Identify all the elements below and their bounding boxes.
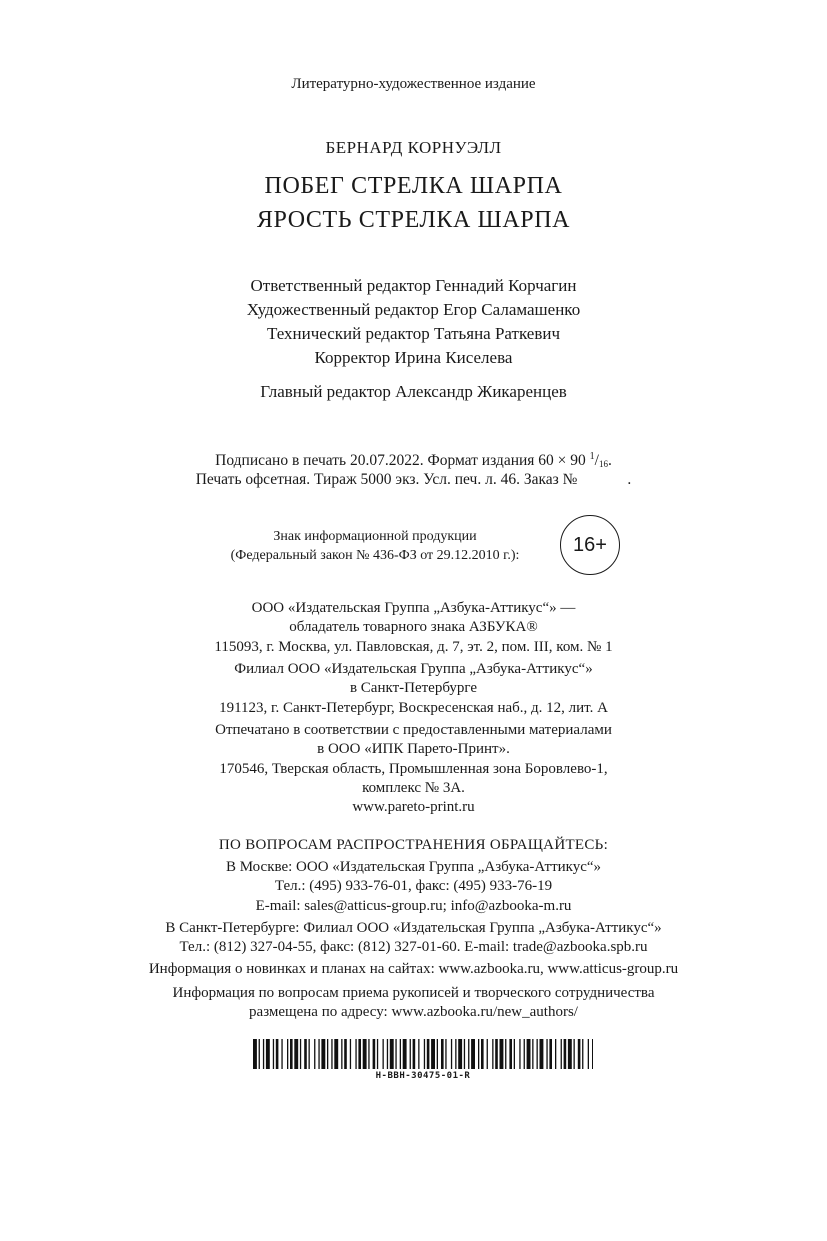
- staff-line: Художественный редактор Егор Саламашенко: [246, 300, 581, 319]
- publisher-line: ООО «Издательская Группа „Азбука-Аттикус“» —: [251, 600, 576, 616]
- line-end: .: [607, 452, 612, 469]
- genre-line: Литературно-художественное издание: [291, 76, 536, 92]
- distribution-line: E-mail: sales@atticus-group.ru; info@azbooka-m.ru: [255, 898, 572, 914]
- publisher-line: обладатель товарного знака АЗБУКА®: [289, 619, 538, 635]
- printer-line: Отпечатано в соответствии с предоставленными материалами: [215, 722, 612, 738]
- book-title-1: ПОБЕГ СТРЕЛКА ШАРПА: [264, 173, 563, 199]
- staff-line: Ответственный редактор Геннадий Корчагин: [250, 276, 577, 295]
- printer-line: 170546, Тверская область, Промышленная зона Боровлево-1,: [219, 761, 608, 777]
- printer-line: в ООО «ИПК Парето-Принт».: [317, 741, 510, 757]
- barcode: [253, 1039, 593, 1069]
- manuscripts-line: размещена по адресу: www.azbooka.ru/new_authors/: [249, 1004, 578, 1020]
- distribution-heading: ПО ВОПРОСАМ РАСПРОСТРАНЕНИЯ ОБРАЩАЙТЕСЬ:: [218, 837, 609, 853]
- printer-line: комплекс № 3А.: [362, 780, 465, 796]
- distribution-line: В Санкт-Петербурге: Филиал ООО «Издательская Группа „Азбука-Аттикус“»: [165, 920, 662, 936]
- chief-editor-line: Главный редактор Александр Жикаренцев: [260, 382, 567, 401]
- staff-line: Технический редактор Татьяна Раткевич: [266, 324, 561, 343]
- print-info-line-1: [0, 451, 827, 470]
- distribution-line: Тел.: (812) 327-04-55, факс: (812) 327-01-60. E-mail: trade@azbooka.spb.ru: [179, 939, 648, 955]
- publisher-line: в Санкт-Петербурге: [349, 680, 478, 696]
- author-name: БЕРНАРД КОРНУЭЛЛ: [325, 138, 502, 157]
- publisher-line: Филиал ООО «Издательская Группа „Азбука-Аттикус“»: [234, 661, 593, 677]
- age-rating-badge: 16+: [560, 515, 620, 575]
- staff-line: Корректор Ирина Киселева: [314, 348, 513, 367]
- fraction-numerator: 1: [589, 451, 595, 462]
- print-info-text: Печать офсетная. Тираж 5000 экз. Усл. печ. л. 46. Заказ №: [195, 471, 578, 488]
- distribution-line: Тел.: (495) 933-76-01, факс: (495) 933-76-19: [274, 878, 553, 894]
- print-info-line-2: [0, 471, 827, 489]
- age-mark-law: (Федеральный закон № 436-ФЗ от 29.12.2010 г.):: [230, 548, 520, 563]
- barcode-code: H-BBH-30475-01-R: [375, 1071, 471, 1081]
- line-end: .: [627, 471, 632, 488]
- age-mark-label: Знак информационной продукции: [273, 529, 477, 544]
- manuscripts-line: Информация по вопросам приема рукописей и творческого сотрудничества: [172, 985, 655, 1001]
- publisher-line: 115093, г. Москва, ул. Павловская, д. 7, эт. 2, пом. III, ком. № 1: [214, 639, 613, 655]
- print-info-text: Подписано в печать 20.07.2022. Формат издания 60 × 90: [215, 452, 590, 469]
- distribution-line: В Москве: ООО «Издательская Группа „Азбука-Аттикус“»: [225, 859, 602, 875]
- fraction-separator: /: [594, 452, 599, 469]
- publisher-line: 191123, г. Санкт-Петербург, Воскресенская наб., д. 12, лит. А: [219, 700, 608, 716]
- printer-website: www.pareto-print.ru: [352, 799, 475, 815]
- fraction-denominator: 16: [598, 459, 608, 469]
- websites-line: Информация о новинках и планах на сайтах: www.azbooka.ru, www.atticus-group.ru: [148, 961, 679, 977]
- book-title-2: ЯРОСТЬ СТРЕЛКА ШАРПА: [256, 207, 571, 233]
